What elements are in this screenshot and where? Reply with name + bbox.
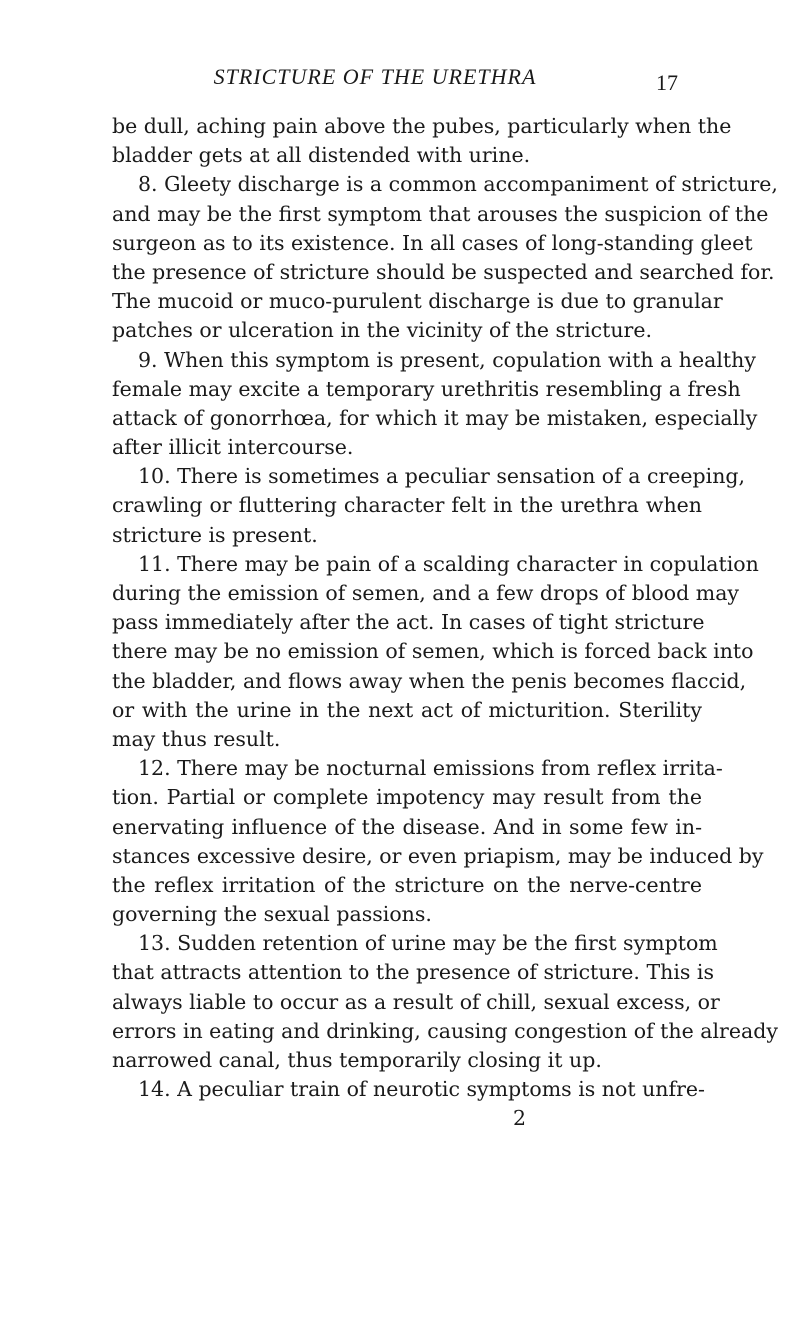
paragraph-first-line: 8. Gleety discharge is a common accompaniment of stricture, bbox=[138, 172, 778, 197]
text-line: the presence of stricture should be suspected and searched for. bbox=[112, 259, 775, 284]
text-line: crawling or fluttering character felt in the urethra when bbox=[112, 493, 702, 518]
paragraph-first-line: 13. Sudden retention of urine may be the first symptom bbox=[138, 931, 718, 956]
text-line: be dull, aching pain above the pubes, particularly when the bbox=[112, 114, 732, 138]
text-line: always liable to occur as a result of chill, sexual excess, or bbox=[112, 989, 720, 1014]
text-line: the bladder, and flows away when the penis becomes flaccid, bbox=[112, 668, 747, 693]
text-line: bladder gets at all distended with urine. bbox=[112, 143, 531, 168]
text-line: after illicit intercourse. bbox=[112, 435, 354, 460]
text-line: or with the urine in the next act of micturition. Sterility bbox=[112, 697, 702, 722]
text-line: stricture is present. bbox=[112, 522, 318, 547]
text-line: stances excessive desire, or even priapism, may be induced by bbox=[112, 843, 764, 868]
text-line: there may be no emission of semen, which is forced back into bbox=[112, 639, 754, 664]
text-line: pass immediately after the act. In cases of tight stricture bbox=[112, 610, 705, 635]
text-line: enervating influence of the disease. And in some few in- bbox=[112, 814, 702, 839]
running-head: STRICTURE OF THE URETHRA bbox=[213, 64, 537, 89]
paragraph-first-line: 12. There may be nocturnal emissions from reflex irrita- bbox=[138, 756, 723, 781]
signature-mark: 2 bbox=[512, 1106, 526, 1131]
text-line: may thus result. bbox=[112, 726, 281, 751]
text-line: surgeon as to its existence. In all cases of long-standing gleet bbox=[112, 230, 753, 255]
page-number: 17 bbox=[656, 70, 678, 95]
text-line: governing the sexual passions. bbox=[112, 902, 432, 927]
paragraph-first-line: 14. A peculiar train of neurotic symptoms is not unfre- bbox=[138, 1077, 705, 1102]
text-line: errors in eating and drinking, causing congestion of the already bbox=[112, 1018, 778, 1043]
text-line: that attracts attention to the presence of stricture. This is bbox=[112, 960, 714, 985]
text-line: narrowed canal, thus temporarily closing it up. bbox=[112, 1048, 602, 1072]
text-line: female may excite a temporary urethritis resembling a fresh bbox=[112, 376, 741, 401]
text-line: during the emission of semen, and a few drops of blood may bbox=[112, 581, 740, 605]
paragraph-first-line: 9. When this symptom is present, copulation with a healthy bbox=[138, 347, 756, 372]
text-line: attack of gonorrhœa, for which it may be mistaken, especially bbox=[112, 405, 758, 430]
text-line: The mucoid or muco-purulent discharge is due to granular bbox=[112, 289, 723, 314]
text-line: patches or ulceration in the vicinity of the stricture. bbox=[112, 318, 652, 343]
text-line: tion. Partial or complete impotency may result from the bbox=[112, 785, 702, 810]
text-line: and may be the first symptom that arouses the suspicion of the bbox=[112, 201, 769, 226]
paragraph-first-line: 11. There may be pain of a scalding character in copulation bbox=[138, 551, 759, 576]
body-text bbox=[112, 112, 778, 1134]
paragraph-first-line: 10. There is sometimes a peculiar sensation of a creeping, bbox=[138, 464, 746, 489]
text-line: the reflex irritation of the stricture on the nerve-centre bbox=[112, 872, 702, 897]
